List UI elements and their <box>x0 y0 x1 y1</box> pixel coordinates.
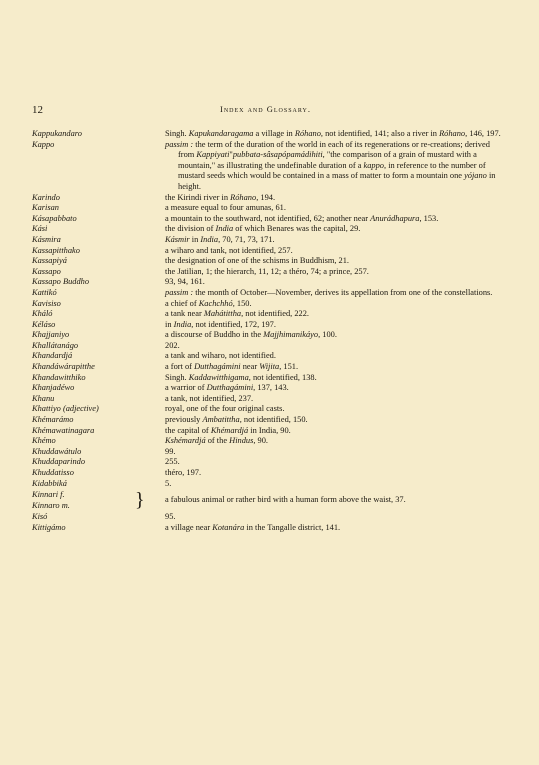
glossary-term: Kisó <box>32 512 48 522</box>
glossary-entry <box>32 246 502 257</box>
text-segment: a tank and wiharo, not identified. <box>165 351 276 361</box>
text-segment: a tank near <box>165 309 204 319</box>
glossary-definition <box>165 512 502 523</box>
glossary-term: Khandáwárapitthe <box>32 362 95 372</box>
text-segment: a warrior of <box>165 383 207 393</box>
glossary-definition <box>165 362 502 373</box>
text-segment: the term of the duration of the world in each of its regenerations or re-creations; derived from <box>178 139 490 160</box>
glossary-entry <box>32 523 502 534</box>
text-segment: a tank, not identified, 237. <box>165 393 254 403</box>
italic-segment: passim : <box>165 287 194 297</box>
text-segment: of the <box>205 436 230 446</box>
glossary-entry <box>32 288 502 299</box>
glossary-term: Khémo <box>32 436 56 446</box>
glossary-term: Khanjadéwo <box>32 383 75 393</box>
glossary-term: Khallátanágo <box>32 340 79 350</box>
glossary-definition <box>165 351 502 362</box>
text-segment: the division of <box>165 224 216 234</box>
glossary-entry <box>32 457 502 468</box>
text-segment: in India, 90. <box>248 425 291 435</box>
text-segment: a mountain to the southward, not identified, 62; another near <box>165 213 371 223</box>
italic-segment: Kapukandaragama <box>188 129 254 138</box>
glossary-entry <box>32 235 502 246</box>
italic-segment: Róhano <box>439 129 466 138</box>
glossary-definition <box>165 224 502 235</box>
italic-segment: India <box>200 234 219 244</box>
glossary-entry <box>32 512 502 523</box>
glossary-entry <box>32 309 502 320</box>
text-segment: " <box>229 150 233 160</box>
glossary-definition <box>165 193 502 204</box>
text-segment: in the Tangalle district, 141. <box>244 522 341 532</box>
text-segment: , not identified, 150. <box>239 415 308 425</box>
running-head: Index and Glossary. <box>219 104 312 114</box>
italic-segment: Dutthagámini <box>194 362 241 372</box>
glossary-definition <box>165 373 502 384</box>
glossary-entry <box>32 193 502 204</box>
glossary-term: Khémarámo <box>32 415 74 425</box>
italic-segment: Róhano <box>230 192 257 202</box>
glossary-definition <box>165 479 502 490</box>
page-header <box>32 104 499 118</box>
text-segment: the Kirindi river in <box>165 192 231 202</box>
italic-segment: Kachchhó <box>198 298 233 308</box>
glossary-definition <box>165 415 502 426</box>
glossary-entry <box>32 468 502 479</box>
glossary-term: Kinnari f. <box>32 490 65 500</box>
glossary-entry <box>32 479 502 490</box>
text-segment: a village near <box>165 522 213 532</box>
glossary-entry <box>32 415 502 426</box>
text-segment: théro, 197. <box>165 468 202 477</box>
glossary-entry <box>32 299 502 310</box>
glossary-definition <box>165 140 502 193</box>
text-segment: , in reference to the number of mustard seeds which would be contained in a mass of matter to form a mountain one <box>178 160 486 181</box>
glossary-definition <box>165 203 502 214</box>
italic-segment: yójano <box>464 171 487 181</box>
text-segment: near <box>240 362 260 372</box>
glossary-definition <box>165 288 502 299</box>
brace-glyph: } <box>135 489 145 512</box>
text-segment: 93, 94, 161. <box>165 277 205 287</box>
italic-segment: Róhano <box>294 129 321 138</box>
glossary-entry <box>32 341 502 352</box>
glossary-term: Kassapo <box>32 266 61 276</box>
italic-segment: Khémardjá <box>210 425 249 435</box>
italic-segment: Majjhimanikáyo <box>263 330 319 340</box>
italic-segment: India <box>173 319 192 329</box>
glossary-term: Karindo <box>32 192 60 202</box>
glossary-term: Kéláso <box>32 319 56 329</box>
text-segment: , not identified, 172, 197. <box>191 319 276 329</box>
page-number: 12 <box>32 104 43 116</box>
text-segment: the designation of one of the schisms in Buddhism, 21. <box>165 256 350 266</box>
glossary-entry <box>32 447 502 458</box>
glossary-entry <box>32 404 502 415</box>
text-segment: a discourse of Buddho in the <box>165 330 264 340</box>
text-segment: , 146, 197. <box>465 129 501 138</box>
text-segment: , 90. <box>253 436 268 446</box>
text-segment: , 137, 143. <box>253 383 289 393</box>
glossary-definition <box>165 404 502 415</box>
text-segment: 95. <box>165 512 176 522</box>
text-segment: Singh. <box>165 129 189 138</box>
text-segment: the capital of <box>165 425 211 435</box>
glossary-definition <box>165 277 502 288</box>
glossary-entry <box>32 362 502 373</box>
glossary-term: Kháló <box>32 309 53 319</box>
text-segment: , "the comparison of a grain of mustard with a mountain," as illustrating the undefinable duration of a <box>178 150 477 170</box>
italic-segment: Kshémardjá <box>165 436 206 446</box>
italic-segment: Ambatittha <box>202 415 240 425</box>
glossary-entry-kinnari <box>32 490 502 512</box>
glossary-term: Khajjaniyo <box>32 330 70 340</box>
glossary-definition <box>165 320 502 331</box>
italic-segment: kappo <box>363 160 384 170</box>
glossary-definition <box>165 256 502 267</box>
glossary-term: Khandawitthiko <box>32 372 86 382</box>
glossary-entry <box>32 214 502 225</box>
italic-segment: Kaddawitthigama <box>188 372 249 382</box>
glossary-entry <box>32 256 502 267</box>
text-segment: , 151. <box>279 362 299 372</box>
glossary-definition <box>165 436 502 447</box>
text-segment: the month of October—November, derives its appellation from one of the constellations. <box>193 287 493 297</box>
glossary-entry <box>32 267 502 278</box>
text-segment: , 100. <box>318 330 337 340</box>
italic-segment: India <box>215 224 234 234</box>
text-segment: , not identified, 222. <box>241 309 309 319</box>
glossary-term: Khuddatisso <box>32 468 74 477</box>
glossary-term: Khattiyo (adjective) <box>32 404 99 414</box>
glossary-term: Kattikó <box>32 287 57 297</box>
glossary-definition <box>165 267 502 278</box>
glossary-definition <box>165 235 502 246</box>
italic-segment: Mahátittha <box>203 309 242 319</box>
text-segment: , not identified, 138. <box>248 372 317 382</box>
glossary-definition <box>165 129 502 140</box>
italic-segment: Dutthagámini <box>206 383 254 393</box>
glossary-term: Kásmira <box>32 234 61 244</box>
italic-segment: Hindus <box>229 436 254 446</box>
glossary-entry <box>32 140 502 193</box>
glossary-entry <box>32 426 502 437</box>
glossary-entry <box>32 320 502 331</box>
glossary-term: Kavisiso <box>32 298 61 308</box>
glossary-definition <box>165 447 502 458</box>
glossary-term: Kási <box>32 224 48 234</box>
glossary-definition <box>165 383 502 394</box>
glossary-definition <box>165 309 502 320</box>
text-segment: , 150. <box>232 298 252 308</box>
glossary-definition <box>165 214 502 225</box>
glossary-term: Kassapo Buddho <box>32 277 90 287</box>
glossary-term: Khanu <box>32 393 55 403</box>
italic-segment: Wijita <box>259 362 280 372</box>
text-segment: , not identified, 141; also a river in <box>320 129 440 138</box>
glossary-term: Karisan <box>32 203 59 213</box>
glossary-definition <box>165 299 502 310</box>
text-segment: , 153. <box>419 213 439 223</box>
glossary-entry <box>32 436 502 447</box>
glossary-term: Kittigámo <box>32 522 66 532</box>
glossary-term: Khuddaparindo <box>32 457 86 467</box>
glossary-entry <box>32 394 502 405</box>
glossary-term: Khémawatinagara <box>32 425 95 435</box>
text-segment: previously <box>165 415 203 425</box>
text-segment: , 194. <box>256 192 276 202</box>
glossary-term: Kinnaro m. <box>32 501 70 511</box>
italic-segment: Kásmir <box>165 234 190 244</box>
glossary-definition <box>165 330 502 341</box>
glossary-term: Khuddawátulo <box>32 446 82 456</box>
glossary-definition <box>165 468 502 479</box>
glossary-term: Kappukandaro <box>32 129 82 138</box>
glossary-term: Kappo <box>32 139 55 149</box>
glossary-definition <box>165 246 502 257</box>
glossary-term: Khandardjá <box>32 351 73 361</box>
text-segment: , 70, 71, 73, 171. <box>218 234 275 244</box>
glossary-definition: a fabulous animal or rather bird with a human form above the waist, 37. <box>165 495 406 505</box>
text-segment: a measure equal to four amunas, 61. <box>165 203 286 213</box>
glossary-entry <box>32 277 502 288</box>
glossary-entry <box>32 330 502 341</box>
text-segment: in height. <box>178 171 496 191</box>
text-segment: 5. <box>165 478 172 488</box>
glossary-entry <box>32 373 502 384</box>
text-segment: a fort of <box>165 362 195 372</box>
text-segment: a chief of <box>165 298 199 308</box>
text-segment: 202. <box>165 340 180 350</box>
text-segment: the Jatilian, 1; the hierarch, 11, 12; a théro, 74; a prince, 257. <box>165 266 369 276</box>
glossary-definition <box>165 523 502 534</box>
italic-segment: pubbata-sâsapópamádihiti <box>232 150 323 160</box>
glossary-definition <box>165 426 502 437</box>
glossary-entry <box>32 383 502 394</box>
glossary-entry <box>32 351 502 362</box>
glossary-entry <box>32 129 502 140</box>
text-segment: a wiharo and tank, not identified, 257. <box>165 245 293 255</box>
text-segment: of which Benares was the capital, 29. <box>233 224 361 234</box>
italic-segment: Anurádhapura <box>370 213 420 223</box>
glossary-term: Kidabbiká <box>32 478 67 488</box>
glossary-entry <box>32 203 502 214</box>
glossary-entries <box>32 129 502 533</box>
text-segment: Singh. <box>165 372 189 382</box>
text-segment: royal, one of the four original casts. <box>165 404 285 414</box>
text-segment: 99. <box>165 446 176 456</box>
text-segment: in <box>189 234 201 244</box>
glossary-entry <box>32 224 502 235</box>
glossary-term: Kásapabbato <box>32 213 77 223</box>
italic-segment: Kappiyati <box>196 150 230 160</box>
text-segment: 255. <box>165 457 180 467</box>
glossary-definition <box>165 457 502 468</box>
italic-segment: passim : <box>165 139 194 149</box>
text-segment: a village in <box>253 129 295 138</box>
glossary-term: Kassapitthako <box>32 245 80 255</box>
glossary-definition <box>165 394 502 405</box>
italic-segment: Kotanára <box>212 522 245 532</box>
glossary-term: Kassapiyá <box>32 256 67 266</box>
glossary-definition <box>165 341 502 352</box>
text-segment: in <box>165 319 174 329</box>
